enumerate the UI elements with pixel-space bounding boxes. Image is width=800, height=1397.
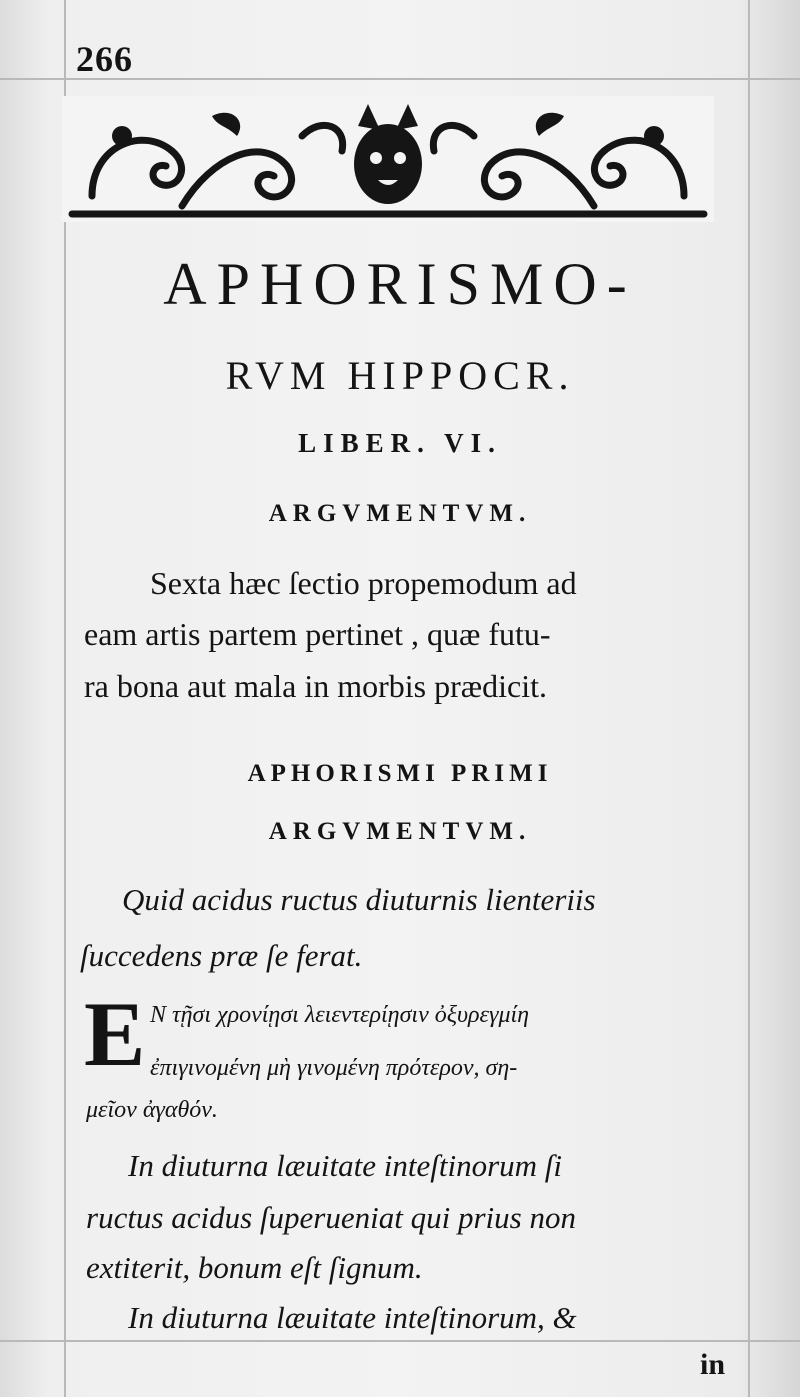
aphorism-argument-heading: ARGVMENTVM. bbox=[268, 818, 532, 845]
argument-line-1: Sexta hæc ſectio propemodum ad bbox=[150, 565, 577, 601]
ornamental-headpiece bbox=[62, 96, 714, 222]
drop-capital: E bbox=[84, 983, 146, 1085]
aphorism-heading: APHORISMI PRIMI bbox=[247, 760, 553, 787]
bottom-rule bbox=[0, 1340, 800, 1342]
argument-heading: ARGVMENTVM. bbox=[268, 500, 532, 527]
right-margin-rule bbox=[748, 0, 750, 1397]
page-number: 266 bbox=[76, 39, 133, 79]
title-line-2: RVM HIPPOCR. bbox=[225, 353, 575, 398]
catchword: in bbox=[700, 1348, 726, 1381]
book-number: LIBER. VI. bbox=[298, 428, 502, 458]
latin-line-1: In diuturna læuitate inteſtinorum ſi bbox=[128, 1148, 562, 1183]
argument-line-2: eam artis partem pertinet , quæ futu- bbox=[84, 616, 551, 652]
argument-line-3: ra bona aut mala in morbis prædicit. bbox=[84, 668, 547, 704]
latin-line-4: In diuturna læuitate inteſtinorum, & bbox=[128, 1300, 577, 1335]
greek-line-2: ἐπιγινομένη μὴ γινομένη πρότερον, ση- bbox=[150, 1055, 518, 1081]
latin-line-2: ructus acidus ſuperueniat qui prius non bbox=[86, 1200, 576, 1235]
latin-line-3: extiterit, bonum eſt ſignum. bbox=[86, 1250, 423, 1285]
title-line-1: APHORISMO- bbox=[163, 251, 637, 317]
aphorism-argument-line-1: Quid acidus ructus diuturnis lienteriis bbox=[122, 882, 596, 917]
aphorism-argument-line-2: ſuccedens præ ſe ferat. bbox=[80, 938, 363, 973]
greek-line-3: μεῖον ἀγαθόν. bbox=[86, 1097, 218, 1123]
greek-line-1: N τῇσι χρονίῃσι λειεντερίῃσιν ὀξυρεγμίη bbox=[150, 1002, 530, 1028]
